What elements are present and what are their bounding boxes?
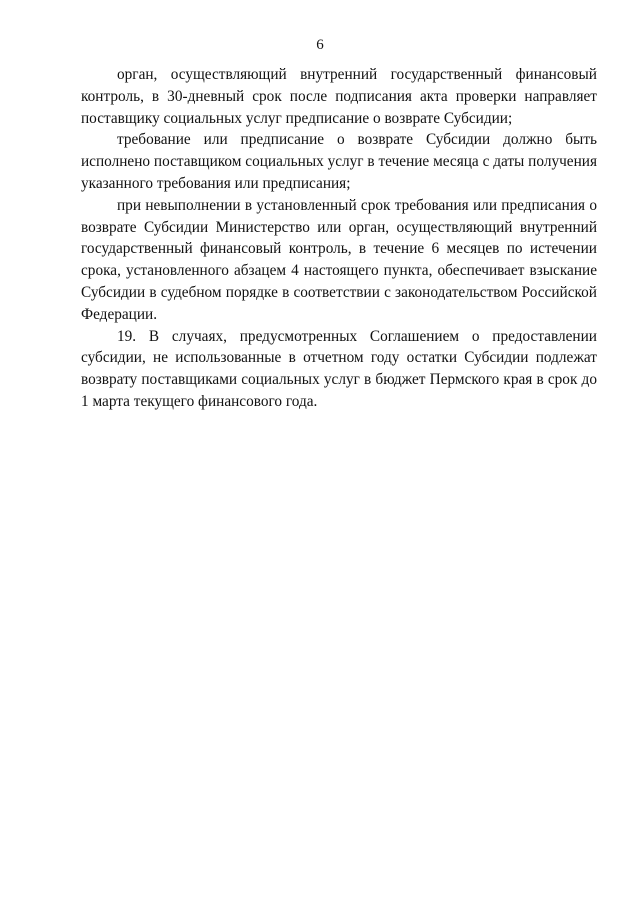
paragraph-deadline-requirement: требование или предписание о возврате Субсидии должно быть исполнено поставщиком социальных услуг в течение месяца с даты получения указанного требования или предписания;: [81, 131, 597, 192]
paragraph-item-19-remainder-return: 19. В случаях, предусмотренных Соглашением о предоставлении субсидии, не использованные в отчетном году остатки Субсидии подлежат возврату поставщиками социальных услуг в бюджет Пермского края в срок до 1 марта текущего финансового года.: [81, 327, 597, 410]
document-body: [81, 64, 597, 413]
page-number: 6: [316, 37, 324, 53]
paragraph-court-recovery: при невыполнении в установленный срок требования или предписания о возврате Субсидии Министерство или орган, осуществляющий внутренний государственный финансовый контроль, в течение 6 месяцев по истечении срока, установленного абзацем 4 настоящего пункта, обеспечивает взыскание Субсидии в судебном порядке в соответствии с законодательством Российской Федерации.: [81, 196, 597, 323]
paragraph-control-body-order: орган, осуществляющий внутренний государственный финансовый контроль, в 30-дневный срок после подписания акта проверки направляет поставщику социальных услуг предписание о возврате Субсидии;: [81, 66, 597, 127]
